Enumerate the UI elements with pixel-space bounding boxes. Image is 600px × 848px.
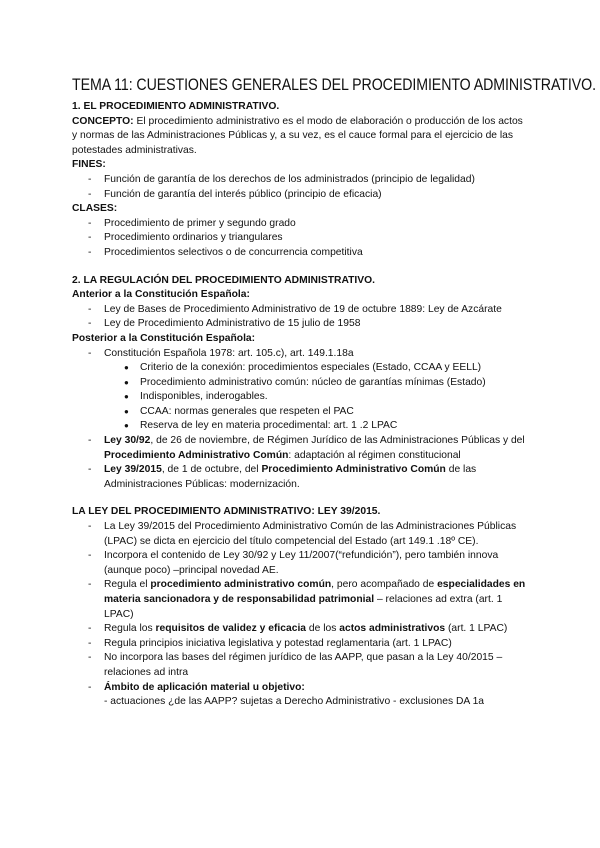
bullet-item: ● Procedimiento administrativo común: núcleo de garantías mínimas (Estado) (104, 376, 528, 391)
list-item: - Procedimiento de primer y segundo grado (72, 217, 528, 232)
bullet-item: ● Criterio de la conexión: procedimientos especiales (Estado, CCAA y EELL) (104, 361, 528, 376)
list-item (72, 681, 528, 710)
item-text: Regula el (104, 579, 151, 591)
item-bold: procedimiento administrativo común (150, 579, 332, 591)
concepto-label: CONCEPTO: (72, 115, 134, 127)
ambito-label: Ámbito de aplicación material u objetivo: (104, 681, 305, 693)
ley39-list (72, 520, 528, 710)
ley30-text-end: : adaptación al régimen constitucional (288, 449, 461, 461)
list-item: - Procedimiento ordinarios y triangulares (72, 231, 528, 246)
list-item: - Procedimientos selectivos o de concurrencia competitiva (72, 246, 528, 261)
document-body (72, 100, 528, 710)
list-item: - Función de garantía del interés público (principio de eficacia) (72, 188, 528, 203)
item-bold: actos administrativos (339, 623, 446, 635)
list-item (72, 434, 528, 463)
item-bold: especialidades en materia sancionadora y de responsabilidad patrimonial (104, 579, 526, 605)
list-item: - No incorpora las bases del régimen jurídico de las AAPP, que pasan a la Ley 40/2015 – relaciones ad intra (72, 651, 528, 680)
posterior-list (72, 347, 528, 493)
page-title: TEMA 11: CUESTIONES GENERALES DEL PROCEDIMIENTO ADMINISTRATIVO. (72, 76, 596, 94)
item-text: – relaciones ad extra (art. 1 LPAC) (104, 594, 503, 620)
list-item: - Ley de Procedimiento Administrativo de 15 julio de 1958 (72, 317, 528, 332)
concepto-text: El procedimiento administrativo es el modo de elaboración o producción de los actos y normas de las Administraciones Públicas y, a su vez, es el cauce formal para el ejercicio de las potestades administrativas. (72, 115, 523, 156)
anterior-list (72, 303, 528, 332)
ley39-text-end: de las Administraciones Públicas: modernización. (104, 464, 477, 490)
item-text: , pero acompañado de (331, 579, 438, 591)
ley30-text: , de 26 de noviembre, de Régimen Jurídico de las Administraciones Públicas y del (150, 435, 525, 447)
posterior-label: Posterior a la Constitución Española: (72, 332, 256, 344)
ley39-text: , de 1 de octubre, del (161, 464, 262, 476)
fines-list (72, 173, 528, 202)
concepto-paragraph (72, 115, 528, 159)
ambito-text: - actuaciones ¿de las AAPP? sujetas a Derecho Administrativo - exclusiones DA 1a (104, 696, 485, 708)
ce-item-text: Constitución Española 1978: art. 105.c), art. 149.1.18a (104, 347, 354, 359)
section-3-heading: LA LEY DEL PROCEDIMIENTO ADMINISTRATIVO: LEY 39/2015. (72, 506, 381, 518)
list-item (72, 578, 528, 622)
anterior-label: Anterior a la Constitución Española: (72, 289, 250, 301)
bullet-item: ● CCAA: normas generales que respeten el PAC (104, 405, 528, 420)
item-bold: requisitos de validez y eficacia (155, 623, 307, 635)
item-text: Regula los (104, 623, 156, 635)
pac-bold: Procedimiento Administrativo Común (104, 449, 289, 461)
clases-label: CLASES: (72, 203, 118, 215)
list-item: - Incorpora el contenido de Ley 30/92 y Ley 11/2007(“refundición”), pero también innova (aunque poco) –principal novedad AE. (72, 549, 528, 578)
pac-bold: Procedimiento Administrativo Común (261, 464, 446, 476)
list-item: - Ley de Bases de Procedimiento Administrativo de 19 de octubre 1889: Ley de Azcárate (72, 303, 528, 318)
ley30-bold: Ley 30/92 (104, 435, 151, 447)
fines-label: FINES: (72, 159, 106, 171)
ley39-bold: Ley 39/2015 (104, 464, 162, 476)
list-item: - Función de garantía de los derechos de los administrados (principio de legalidad) (72, 173, 528, 188)
list-item: - La Ley 39/2015 del Procedimiento Administrativo Común de las Administraciones Públicas (LPAC) se dicta en ejercicio del título competencial del Estado (art 149.1 .18º CE). (72, 520, 528, 549)
item-text: (art. 1 LPAC) (445, 623, 508, 635)
bullet-item: ● Reserva de ley en materia procedimental: art. 1 .2 LPAC (104, 419, 528, 434)
list-item (72, 622, 528, 637)
section-2-heading: 2. LA REGULACIÓN DEL PROCEDIMIENTO ADMINISTRATIVO. (72, 274, 376, 286)
list-item: - Regula principios iniciativa legislativa y potestad reglamentaria (art. 1 LPAC) (72, 637, 528, 652)
section-1-heading: 1. EL PROCEDIMIENTO ADMINISTRATIVO. (72, 101, 280, 112)
clases-list (72, 217, 528, 261)
item-text: de los (306, 623, 340, 635)
list-item (72, 347, 528, 435)
ce-bullet-list (104, 361, 528, 434)
bullet-item: ● Indisponibles, inderogables. (104, 390, 528, 405)
list-item (72, 463, 528, 492)
